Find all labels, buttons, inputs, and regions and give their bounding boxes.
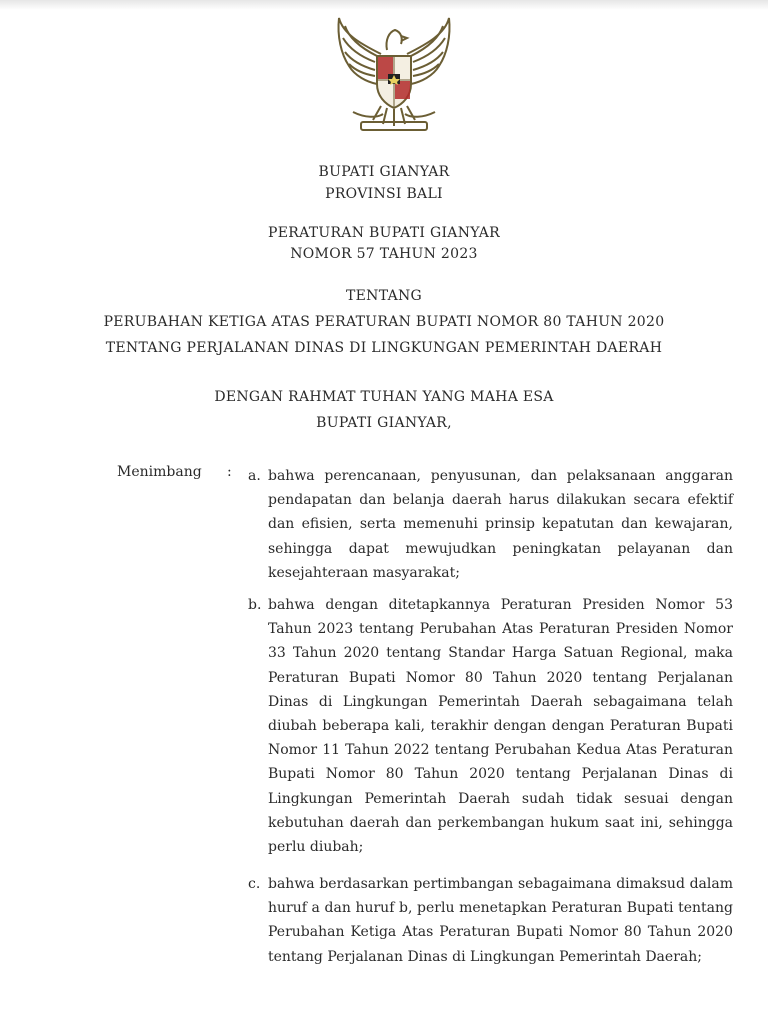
subject-line-2: TENTANG PERJALANAN DINAS DI LINGKUNGAN PEMERINTAH DAERAH: [105, 340, 663, 356]
clause-letter: b.: [248, 597, 262, 613]
subject-label: TENTANG: [345, 288, 423, 304]
garuda-emblem: [331, 14, 457, 134]
clause-letter: a.: [248, 468, 261, 484]
regulation-number: NOMOR 57 TAHUN 2023: [290, 246, 478, 262]
scan-shadow: [0, 0, 768, 10]
subject-line-1: PERUBAHAN KETIGA ATAS PERATURAN BUPATI NOMOR 80 TAHUN 2020: [103, 314, 665, 330]
preamble-line-2: BUPATI GIANYAR,: [316, 415, 452, 431]
regulation-title: PERATURAN BUPATI GIANYAR: [268, 225, 500, 241]
clause-text: bahwa berdasarkan pertimbangan sebagaimana dimaksud dalam huruf a dan huruf b, perlu menetapkan Peraturan Bupati tentang Perubahan Ketiga Atas Peraturan Bupati Nomor 80 Tahun 2020 tentang Perjalanan Dinas di Lingkungan Pemerintah Daerah;: [268, 876, 733, 965]
clause-letter: c.: [248, 876, 261, 892]
considering-label: Menimbang: [117, 464, 202, 480]
province-name: PROVINSI BALI: [325, 186, 443, 202]
clause-text: bahwa perencanaan, penyusunan, dan pelaksanaan anggaran pendapatan dan belanja daerah harus dilakukan secara efektif dan efisien, serta memenuhi prinsip kepatutan dan kewajaran, sehingga dapat mewujudkan peningkatan pelayanan dan kesejahteraan masyarakat;: [268, 468, 733, 581]
clause-text: bahwa dengan ditetapkannya Peraturan Presiden Nomor 53 Tahun 2023 tentang Perubahan Atas Peraturan Presiden Nomor 33 Tahun 2020 tentang Standar Harga Satuan Regional, maka Peraturan Bupati Nomor 80 Tahun 2020 tentang Perjalanan Dinas di Lingkungan Pemerintah Daerah sebagaimana telah diubah beberapa kali, terakhir dengan dengan Peraturan Bupati Nomor 11 Tahun 2022 tentang Perubahan Kedua Atas Peraturan Bupati Nomor 80 Tahun 2020 tentang Perjalanan Dinas di Lingkungan Pemerintah Daerah sudah tidak sesuai dengan kebutuhan daerah dan perkembangan hukum saat ini, sehingga perlu diubah;: [268, 597, 733, 856]
considering-colon: :: [227, 464, 232, 480]
preamble-line-1: DENGAN RAHMAT TUHAN YANG MAHA ESA: [214, 389, 554, 405]
official-title: BUPATI GIANYAR: [318, 164, 450, 180]
